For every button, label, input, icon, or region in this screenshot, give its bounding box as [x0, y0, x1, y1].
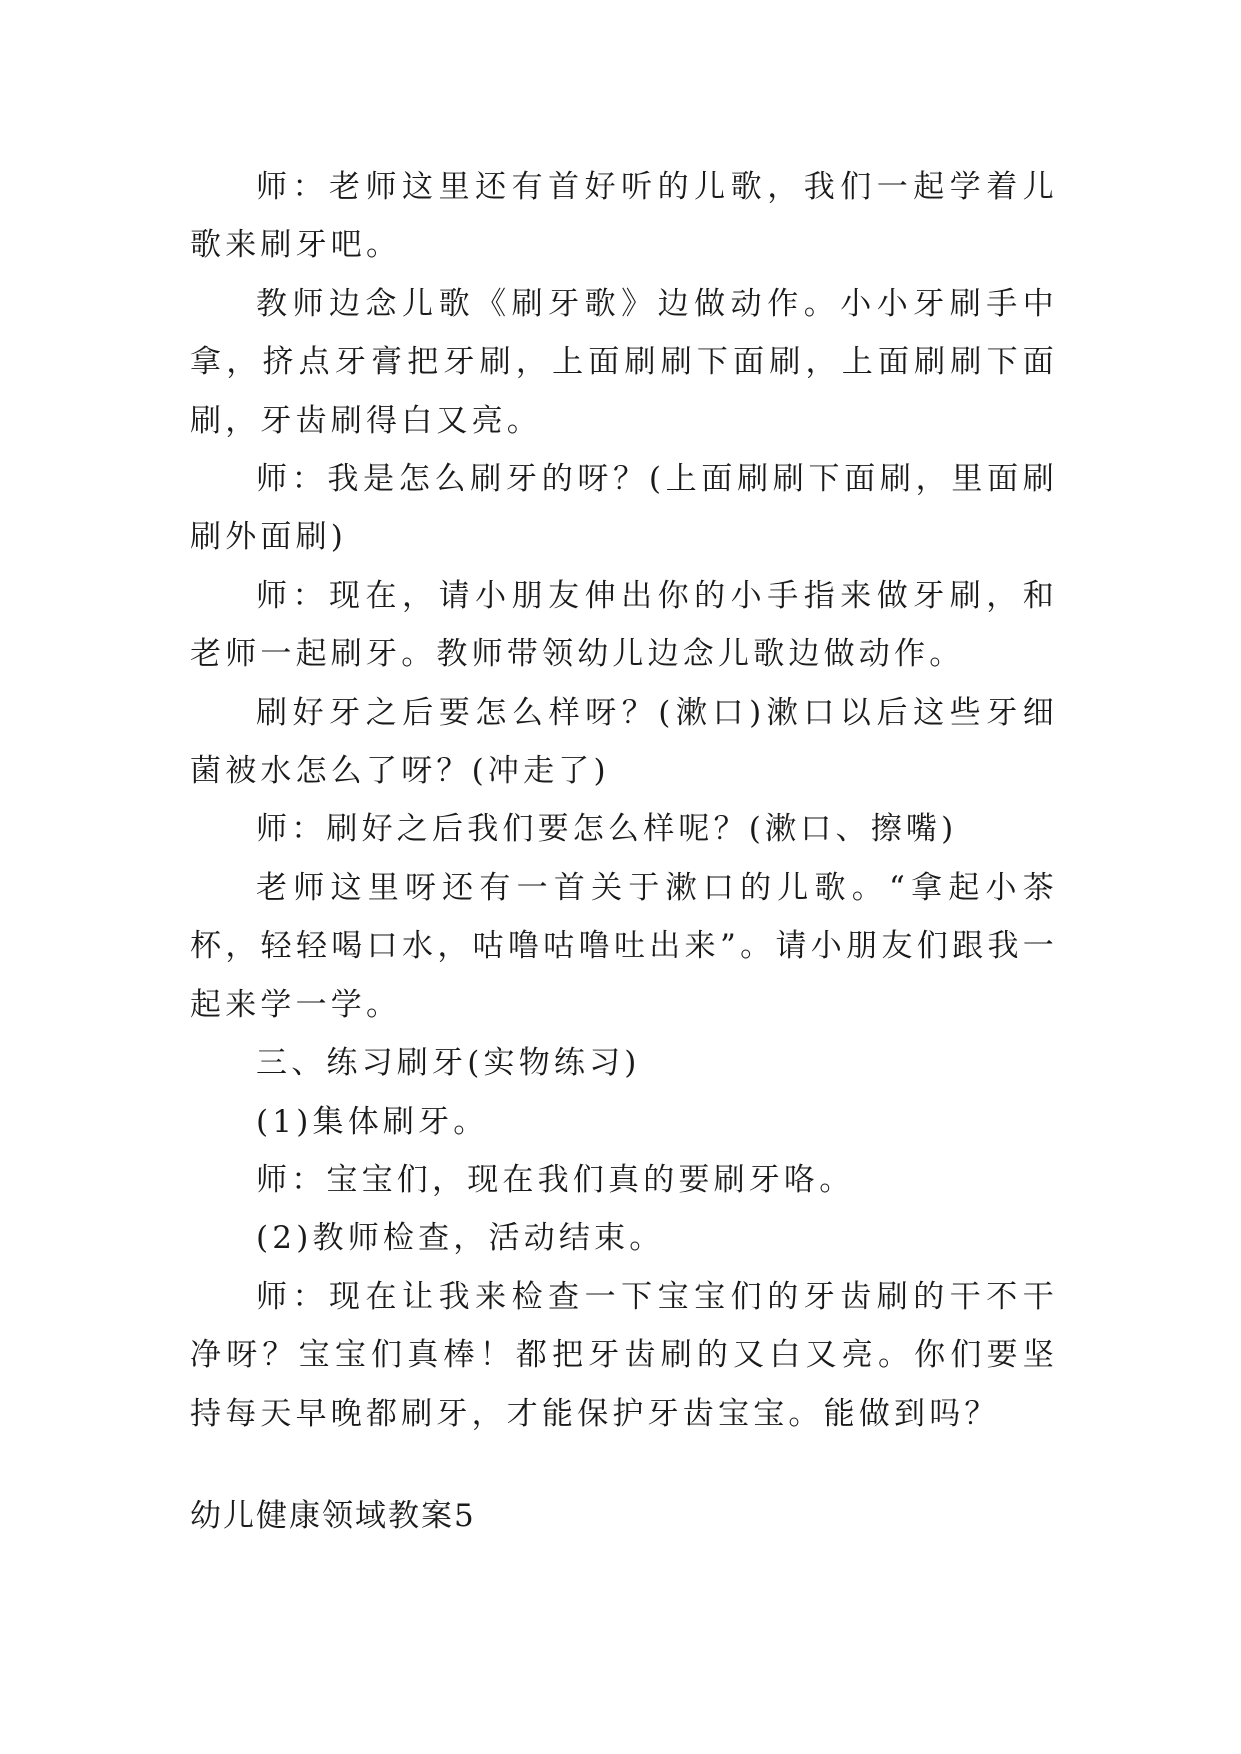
paragraph: 师：宝宝们，现在我们真的要刷牙咯。 — [256, 1161, 855, 1198]
paragraph: 师：刷好之后我们要怎么样呢？(漱口、擦嘴) — [256, 811, 958, 848]
paragraph: 师：我是怎么刷牙的呀？(上面刷刷下面刷，里面刷刷外面刷) — [190, 461, 1058, 556]
paragraph: 师：现在让我来检查一下宝宝们的牙齿刷的干不干净呀？宝宝们真棒！都把牙齿刷的又白又亮。你们要坚持每天早晚都刷牙，才能保护牙齿宝宝。能做到吗？ — [190, 1278, 1058, 1432]
paragraph: (2)教师检查，活动结束。 — [256, 1220, 665, 1257]
paragraph: (1)集体刷牙。 — [256, 1103, 489, 1140]
paragraph: 师：现在，请小朋友伸出你的小手指来做牙刷，和老师一起刷牙。教师带领幼儿边念儿歌边做动作。 — [190, 577, 1058, 673]
paragraph: 师：老师这里还有首好听的儿歌，我们一起学着儿歌来刷牙吧。 — [190, 169, 1058, 264]
paragraph: 教师边念儿歌《刷牙歌》边做动作。小小牙刷手中拿，挤点牙膏把牙刷，上面刷刷下面刷，上面刷刷下面刷，牙齿刷得白又亮。 — [190, 285, 1058, 439]
section-title: 幼儿健康领域教案5 — [190, 1498, 476, 1534]
paragraph: 老师这里呀还有一首关于漱口的儿歌。“拿起小茶杯，轻轻喝口水，咕噜咕噜吐出来”。请小朋友们跟我一起来学一学。 — [190, 869, 1058, 1023]
paragraph: 刷好牙之后要怎么样呀？(漱口)漱口以后这些牙细菌被水怎么了呀？(冲走了) — [190, 694, 1058, 790]
section-step-heading: 三、练习刷牙(实物练习) — [256, 1045, 641, 1082]
document-body — [190, 158, 1058, 1443]
